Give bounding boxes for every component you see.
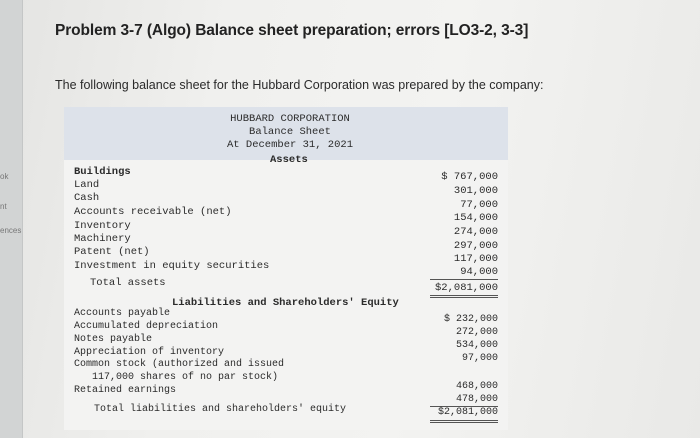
liability-amount: 272,000 <box>455 327 498 338</box>
asset-amount: $ 767,000 <box>441 171 498 183</box>
liability-label: Common stock (authorized and issued <box>74 359 285 370</box>
liability-label: Notes payable <box>74 334 153 345</box>
asset-amount: 297,000 <box>453 240 498 252</box>
nav-item-references[interactable]: ences <box>0 226 22 235</box>
statement-date: At December 31, 2021 <box>226 139 354 151</box>
nav-item-print[interactable]: nt <box>0 202 7 211</box>
liability-amount: 478,000 <box>455 394 498 405</box>
liability-label: Accumulated depreciation <box>74 321 219 332</box>
total-assets-double-rule <box>430 297 498 298</box>
total-assets-double-rule <box>430 295 498 296</box>
liability-label: Retained earnings <box>74 385 177 396</box>
asset-label: Land <box>74 179 100 191</box>
asset-amount: 77,000 <box>460 199 498 211</box>
asset-label: Inventory <box>74 220 131 232</box>
assets-heading: Assets <box>270 154 308 166</box>
statement-name: Balance Sheet <box>249 126 331 138</box>
asset-label: Buildings <box>74 166 131 178</box>
company-name: HUBBARD CORPORATION <box>230 113 350 125</box>
problem-intro: The following balance sheet for the Hubbard Corporation was prepared by the company: <box>55 78 544 92</box>
liability-label: Appreciation of inventory <box>74 347 225 358</box>
total-liabilities-amount: $2,081,000 <box>437 407 498 418</box>
asset-label: Cash <box>74 192 100 204</box>
assets-subtotal-rule <box>430 279 498 280</box>
problem-title: Problem 3-7 (Algo) Balance sheet preparation; errors [LO3-2, 3-3] <box>55 22 529 39</box>
total-assets-amount: $2,081,000 <box>434 282 498 294</box>
asset-label: Machinery <box>74 233 131 245</box>
asset-amount: 94,000 <box>460 266 498 278</box>
total-liabilities-label: Total liabilities and shareholders' equity <box>94 404 347 415</box>
liability-amount: 468,000 <box>455 381 498 392</box>
liability-amount: 534,000 <box>455 340 498 351</box>
total-liabilities-double-rule <box>430 422 498 423</box>
asset-label: Investment in equity securities <box>74 260 270 272</box>
liability-label: 117,000 shares of no par stock) <box>92 372 279 383</box>
asset-amount: 154,000 <box>453 212 498 224</box>
nav-item-book[interactable]: ok <box>0 172 9 181</box>
liability-label: Accounts payable <box>74 308 171 319</box>
total-liabilities-double-rule <box>430 420 498 421</box>
liability-amount: 97,000 <box>461 353 498 364</box>
liability-amount: $ 232,000 <box>443 314 498 325</box>
left-nav-panel <box>0 0 23 438</box>
asset-amount: 274,000 <box>453 226 498 238</box>
asset-label: Patent (net) <box>74 246 150 258</box>
asset-amount: 301,000 <box>453 185 498 197</box>
asset-amount: 117,000 <box>453 253 498 265</box>
liabilities-heading: Liabilities and Shareholders' Equity <box>172 297 399 309</box>
asset-label: Accounts receivable (net) <box>74 206 232 218</box>
total-assets-label: Total assets <box>90 277 166 289</box>
